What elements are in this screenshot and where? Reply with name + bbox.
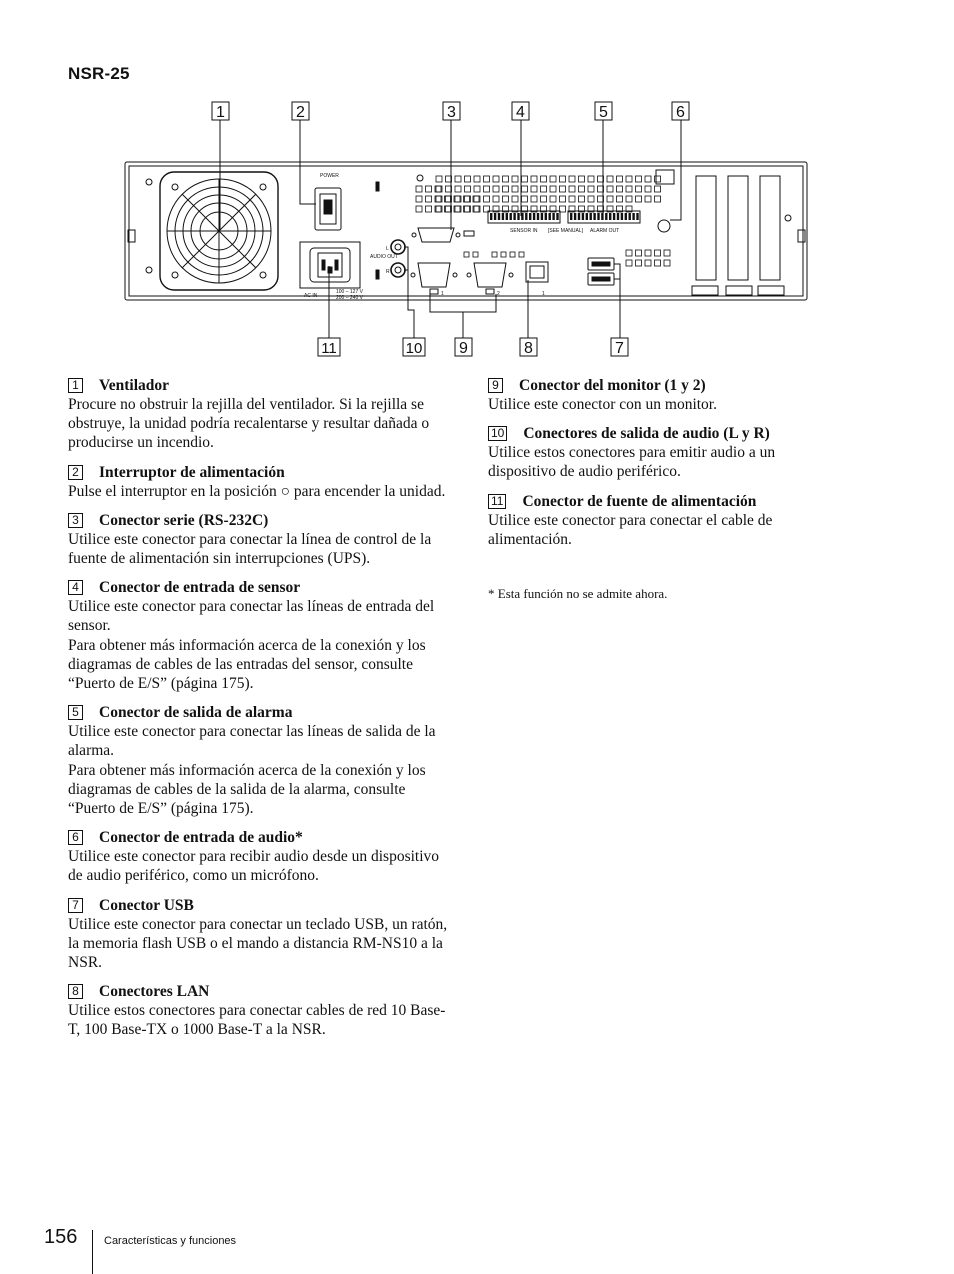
vent-slot bbox=[664, 250, 670, 256]
svg-text:10: 10 bbox=[405, 340, 423, 357]
monitor-1-label: 1 bbox=[441, 291, 444, 297]
vent-slot bbox=[626, 176, 632, 182]
terminal-pin bbox=[537, 213, 539, 220]
vent-slot bbox=[550, 176, 556, 182]
vent-slot bbox=[493, 196, 499, 202]
item-number: 1 bbox=[68, 378, 83, 393]
vent-slot bbox=[464, 252, 469, 257]
svg-text:9: 9 bbox=[459, 340, 468, 357]
vent-slot bbox=[484, 176, 490, 182]
item-text: Utilice este conector con un monitor. bbox=[488, 396, 717, 413]
item-power-inlet bbox=[488, 492, 818, 549]
item-usb bbox=[68, 896, 448, 973]
item-alarm-out bbox=[68, 703, 448, 818]
terminal-pin bbox=[570, 213, 572, 220]
item-fan bbox=[68, 376, 448, 453]
terminal-pin bbox=[582, 213, 584, 220]
vent-slot bbox=[522, 196, 528, 202]
vent-slot bbox=[664, 260, 670, 266]
vent-slot bbox=[617, 196, 623, 202]
item-text: Utilice este conector para conectar las líneas de entrada del sensor. bbox=[68, 598, 435, 635]
terminal-pin bbox=[597, 213, 599, 220]
vent-slot bbox=[560, 186, 566, 192]
item-text: Utilice este conector para recibir audio desde un dispositivo de audio periférico, como un micrófono. bbox=[68, 848, 440, 885]
item-text: Utilice este conector para conectar el cable de alimentación. bbox=[488, 511, 773, 548]
vent-slot bbox=[531, 196, 537, 202]
vent-slot bbox=[512, 186, 518, 192]
svg-text:2: 2 bbox=[296, 104, 305, 121]
terminal-pin bbox=[556, 213, 558, 220]
item-number: 8 bbox=[68, 984, 83, 999]
item-number: 6 bbox=[68, 830, 83, 845]
vent-slot bbox=[645, 176, 651, 182]
vent-slot bbox=[541, 176, 547, 182]
item-audio-in bbox=[68, 828, 448, 885]
item-audio-out bbox=[488, 424, 818, 481]
terminal-pin bbox=[586, 213, 588, 220]
item-number: 9 bbox=[488, 378, 503, 393]
voltage-label-1: 100 – 127 V bbox=[336, 289, 363, 295]
vent-slot bbox=[655, 250, 661, 256]
callout-1 bbox=[212, 102, 229, 121]
item-title: Conector del monitor (1 y 2) bbox=[519, 377, 706, 394]
vent-slot bbox=[503, 186, 509, 192]
callout-8 bbox=[520, 338, 537, 357]
vent-slot bbox=[626, 196, 632, 202]
audio-l-label: L bbox=[386, 246, 389, 252]
vent-slot bbox=[645, 250, 651, 256]
callout-11 bbox=[318, 338, 340, 357]
item-text: Utilice este conector para conectar las líneas de salida de la alarma. bbox=[68, 723, 436, 760]
terminal-pin bbox=[541, 213, 543, 220]
terminal-pin bbox=[552, 213, 554, 220]
item-number: 10 bbox=[488, 426, 507, 441]
vent-slot bbox=[645, 260, 651, 266]
terminal-pin bbox=[613, 213, 615, 220]
vent-slot bbox=[522, 186, 528, 192]
item-text: Para obtener más información acerca de la conexión y los diagramas de cables de la salida de la alarma, consulte “Puerto de E/S” (página 175). bbox=[68, 761, 426, 818]
descriptions-left-column bbox=[68, 376, 448, 1050]
vent-slot bbox=[426, 196, 432, 202]
vent-slot bbox=[436, 176, 442, 182]
vent-slot bbox=[484, 196, 490, 202]
vent-slot bbox=[512, 196, 518, 202]
footer-divider bbox=[92, 1230, 93, 1274]
terminal-pin bbox=[490, 213, 492, 220]
item-title: Conector de fuente de alimentación bbox=[522, 492, 757, 510]
terminal-pin bbox=[521, 213, 523, 220]
vent-slot bbox=[569, 186, 575, 192]
vent-slot bbox=[560, 196, 566, 202]
page-number: 156 bbox=[44, 1226, 78, 1248]
vent-slot bbox=[465, 176, 471, 182]
ac-in-label: AC IN bbox=[304, 293, 318, 299]
terminal-pin bbox=[621, 213, 623, 220]
item-title: Conectores LAN bbox=[99, 983, 210, 1001]
item-title: Conector de salida de alarma bbox=[99, 704, 293, 722]
vent-slot bbox=[493, 186, 499, 192]
vent-slot bbox=[626, 260, 632, 266]
vent-slot bbox=[473, 252, 478, 257]
terminal-pin bbox=[529, 213, 531, 220]
item-title: Ventilador bbox=[99, 377, 170, 394]
vent-slot bbox=[510, 252, 515, 257]
item-number: 3 bbox=[68, 513, 83, 528]
terminal-pin bbox=[533, 213, 535, 220]
vent-slot bbox=[636, 176, 642, 182]
item-lan bbox=[68, 982, 448, 1039]
terminal-pin bbox=[632, 213, 634, 220]
item-text: Para obtener más información acerca de la conexión y los diagramas de cables de las entradas del sensor, consulte “Puerto de E/S” (página 175). bbox=[68, 636, 426, 693]
svg-text:4: 4 bbox=[516, 104, 525, 121]
vent-slot bbox=[416, 206, 422, 212]
vent-slot bbox=[531, 176, 537, 182]
vent-slot bbox=[655, 186, 661, 192]
vent-slot bbox=[607, 196, 613, 202]
callout-3 bbox=[443, 102, 460, 121]
vent-slot bbox=[636, 186, 642, 192]
terminal-pin bbox=[498, 213, 500, 220]
vent-slot bbox=[512, 176, 518, 182]
vent-slot bbox=[636, 260, 642, 266]
vent-slot bbox=[519, 252, 524, 257]
vent-slot bbox=[617, 176, 623, 182]
terminal-pin bbox=[574, 213, 576, 220]
item-title: Conectores de salida de audio (L y R) bbox=[523, 425, 770, 443]
alarm-out-label: ALARM OUT bbox=[590, 228, 620, 234]
item-text: Utilice estos conectores para emitir audio a un dispositivo de audio periférico. bbox=[488, 444, 776, 481]
vent-slot bbox=[474, 186, 480, 192]
terminal-pin bbox=[629, 213, 631, 220]
item-title: Conector de entrada de sensor bbox=[99, 579, 301, 597]
vent-slot bbox=[636, 250, 642, 256]
terminal-pin bbox=[593, 213, 595, 220]
vent-slot bbox=[579, 196, 585, 202]
item-text: Procure no obstruir la rejilla del ventilador. Si la rejilla se obstruye, la unidad podría recalentarse y resultar dañada o producirse un incendio. bbox=[68, 396, 430, 452]
svg-text:7: 7 bbox=[615, 340, 624, 357]
vent-slot bbox=[531, 186, 537, 192]
vent-slot bbox=[484, 186, 490, 192]
terminal-pin bbox=[609, 213, 611, 220]
item-number: 11 bbox=[488, 494, 506, 509]
terminal-pin bbox=[549, 213, 551, 220]
item-text: Utilice este conector para conectar un teclado USB, un ratón, la memoria flash USB o el mando a distancia RM-NS10 a la NSR. bbox=[68, 915, 448, 972]
terminal-pin bbox=[517, 213, 519, 220]
item-title: Interruptor de alimentación bbox=[99, 463, 285, 481]
vent-slot bbox=[588, 176, 594, 182]
vent-slot bbox=[569, 196, 575, 202]
callout-2 bbox=[292, 102, 309, 121]
item-serial-connector bbox=[68, 511, 448, 568]
vent-slot bbox=[474, 176, 480, 182]
item-power-switch bbox=[68, 463, 448, 501]
terminal-pin bbox=[525, 213, 527, 220]
footnote: * Esta función no se admite ahora. bbox=[488, 586, 668, 601]
vent-slot bbox=[426, 186, 432, 192]
vent-slot bbox=[655, 176, 661, 182]
terminal-pin bbox=[502, 213, 504, 220]
power-label: POWER bbox=[320, 173, 339, 179]
terminal-pin bbox=[494, 213, 496, 220]
svg-text:8: 8 bbox=[524, 340, 533, 357]
terminal-pin bbox=[590, 213, 592, 220]
item-title: Conector de entrada de audio* bbox=[99, 829, 303, 847]
callout-7 bbox=[611, 338, 628, 357]
terminal-pin bbox=[605, 213, 607, 220]
vent-slot bbox=[550, 196, 556, 202]
vent-slot bbox=[588, 186, 594, 192]
callout-10 bbox=[403, 338, 425, 357]
vent-slot bbox=[579, 186, 585, 192]
vent-slot bbox=[426, 206, 432, 212]
callout-6 bbox=[672, 102, 689, 121]
svg-text:5: 5 bbox=[599, 104, 608, 121]
vent-slot bbox=[455, 186, 461, 192]
vent-slot bbox=[579, 176, 585, 182]
vent-slot bbox=[493, 176, 499, 182]
voltage-label-2: 200 – 240 V bbox=[336, 295, 363, 301]
item-number: 2 bbox=[68, 465, 83, 480]
terminal-pin bbox=[578, 213, 580, 220]
terminal-pin bbox=[513, 213, 515, 220]
item-sensor-in bbox=[68, 578, 448, 693]
vent-slot bbox=[465, 186, 471, 192]
callout-9 bbox=[455, 338, 472, 357]
item-number: 5 bbox=[68, 705, 83, 720]
svg-text:3: 3 bbox=[447, 104, 456, 121]
vent-slot bbox=[569, 176, 575, 182]
callout-4 bbox=[512, 102, 529, 121]
item-number: 7 bbox=[68, 898, 83, 913]
see-manual-label: [SEE MANUAL] bbox=[548, 228, 584, 234]
vent-slot bbox=[626, 250, 632, 256]
vent-slot bbox=[626, 186, 632, 192]
svg-text:6: 6 bbox=[676, 104, 685, 121]
vent-slot bbox=[455, 176, 461, 182]
vent-slot bbox=[588, 196, 594, 202]
audio-r-label: R bbox=[386, 269, 390, 275]
vent-slot bbox=[416, 186, 422, 192]
vent-slot bbox=[636, 196, 642, 202]
item-text: Pulse el interruptor en la posición ○ para encender la unidad. bbox=[68, 482, 446, 500]
item-text: Utilice estos conectores para conectar cables de red 10 Base-T, 100 Base-TX o 1000 Base-T a la NSR. bbox=[68, 1002, 446, 1039]
vent-slot bbox=[541, 196, 547, 202]
vent-slot bbox=[645, 196, 651, 202]
svg-text:1: 1 bbox=[216, 104, 225, 121]
vent-slot bbox=[645, 186, 651, 192]
audio-out-label: AUDIO OUT bbox=[370, 254, 398, 260]
vent-slot bbox=[416, 196, 422, 202]
callout-5 bbox=[595, 102, 612, 121]
item-monitor bbox=[488, 376, 818, 414]
vent-slot bbox=[503, 176, 509, 182]
item-title: Conector serie (RS-232C) bbox=[99, 511, 269, 529]
terminal-pin bbox=[506, 213, 508, 220]
vent-slot bbox=[503, 196, 509, 202]
footer-section-name: Características y funciones bbox=[104, 1235, 237, 1247]
descriptions-right-column bbox=[488, 376, 818, 559]
vent-slot bbox=[655, 260, 661, 266]
terminal-pin bbox=[625, 213, 627, 220]
vent-slot bbox=[541, 186, 547, 192]
vent-slot bbox=[607, 186, 613, 192]
vent-slot bbox=[607, 176, 613, 182]
vent-slot bbox=[617, 186, 623, 192]
terminal-pin bbox=[510, 213, 512, 220]
terminal-pin bbox=[545, 213, 547, 220]
monitor-2-label: 2 bbox=[497, 291, 500, 297]
terminal-pin bbox=[636, 213, 638, 220]
vent-slot bbox=[560, 176, 566, 182]
svg-text:11: 11 bbox=[321, 340, 337, 357]
item-text: Utilice este conector para conectar la línea de control de la fuente de alimentación sin interrupciones (UPS). bbox=[68, 530, 432, 568]
item-number: 4 bbox=[68, 580, 83, 595]
item-title: Conector USB bbox=[99, 896, 194, 914]
vent-slot bbox=[501, 252, 506, 257]
vent-slot bbox=[655, 196, 661, 202]
sensor-in-label: SENSOR IN bbox=[510, 228, 538, 234]
model-title: NSR-25 bbox=[68, 64, 130, 83]
vent-slot bbox=[550, 186, 556, 192]
vent-slot bbox=[522, 176, 528, 182]
lan-1-label: 1 bbox=[542, 291, 545, 297]
vent-slot bbox=[492, 252, 497, 257]
rear-panel-diagram bbox=[0, 90, 954, 370]
terminal-pin bbox=[617, 213, 619, 220]
